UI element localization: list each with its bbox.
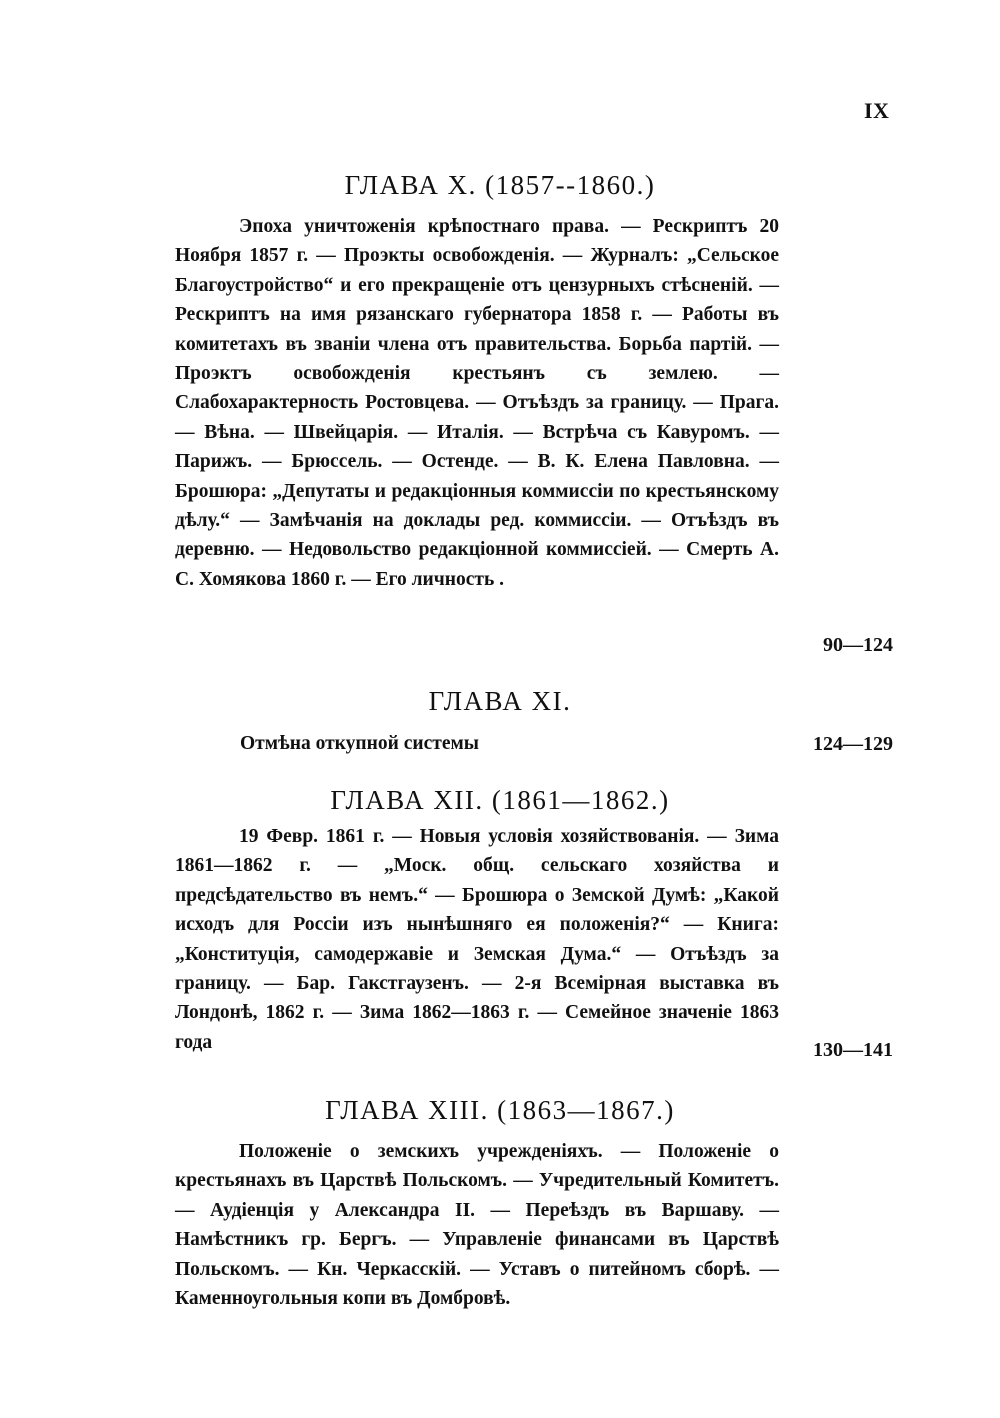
chapter-10-pages: 90—124 bbox=[823, 634, 893, 656]
chapter-11-pages: 124—129 bbox=[813, 733, 893, 755]
chapter-10-title: ГЛАВА X. (1857--1860.) bbox=[344, 170, 656, 200]
chapter-10-text: Эпоха уничтоженія крѣпостнаго права. — Рескриптъ 20 Ноября 1857 г. — Проэкты освобожденія. — Журналъ: „Сельское Благоустройство“ и его прекращеніе отъ цензурныхъ стѣсненій. — Рескриптъ на имя рязанскаго губернатора 1858 г. — Работы въ комитетахъ въ званіи члена отъ правительства. Борьба партій. — Проэктъ освобожденія крестьянъ съ землею. — Слабохарактерность Ростовцева. — Отъѣздъ за границу. — Прага. — Вѣна. — Швейцарія. — Италія. — Встрѣча съ Кавуромъ. — Парижъ. — Брюссель. — Остенде. — В. К. Елена Павловна. — Брошюра: „Депутаты и редакціонныя коммиссіи по крестьянскому дѣлу.“ — Замѣчанія на доклады ред. коммиссіи. — Отъѣздъ въ деревню. — Недовольство редакціонной коммиссіей. — Смерть А. С. Хомякова 1860 г. — Его личность . bbox=[175, 216, 779, 590]
chapter-12-text: 19 Февр. 1861 г. — Новыя условія хозяйствованія. — Зима 1861—1862 г. — „Моск. общ. сельскаго хозяйства и предсѣдательство въ немъ.“ — Брошюра о Земской Думѣ: „Какой исходъ для Россіи изъ нынѣшняго ея положенія?“ — Книга: „Конституція, самодержавіе и Земская Дума.“ — Отъѣздъ за границу. — Бар. Гакстгаузенъ. — 2-я Всемірная выставка въ Лондонѣ, 1862 г. — Зима 1862—1863 г. — Семейное значеніе 1863 года bbox=[175, 826, 779, 1053]
chapter-11-text: Отмѣна откупной системы bbox=[240, 733, 479, 754]
chapter-13-text: Положеніе о земскихъ учрежденіяхъ. — Положеніе о крестьянахъ въ Царствѣ Польскомъ. — Учредительный Комитетъ. — Аудіенція у Александра II. — Переѣздъ въ Варшаву. — Намѣстникъ гр. Бергъ. — Управленіе финансами въ Царствѣ Польскомъ. — Кн. Черкасскій. — Уставъ о питейномъ сборѣ. — Каменноугольныя копи въ Домбровѣ. bbox=[175, 1141, 779, 1310]
chapter-12-title: ГЛАВА XII. (1861—1862.) bbox=[330, 785, 670, 815]
page-number: IX bbox=[864, 98, 890, 123]
chapter-11-title: ГЛАВА XI. bbox=[428, 686, 572, 716]
chapter-12-pages: 130—141 bbox=[813, 1039, 893, 1061]
chapter-13-title: ГЛАВА XIII. (1863—1867.) bbox=[325, 1095, 675, 1125]
